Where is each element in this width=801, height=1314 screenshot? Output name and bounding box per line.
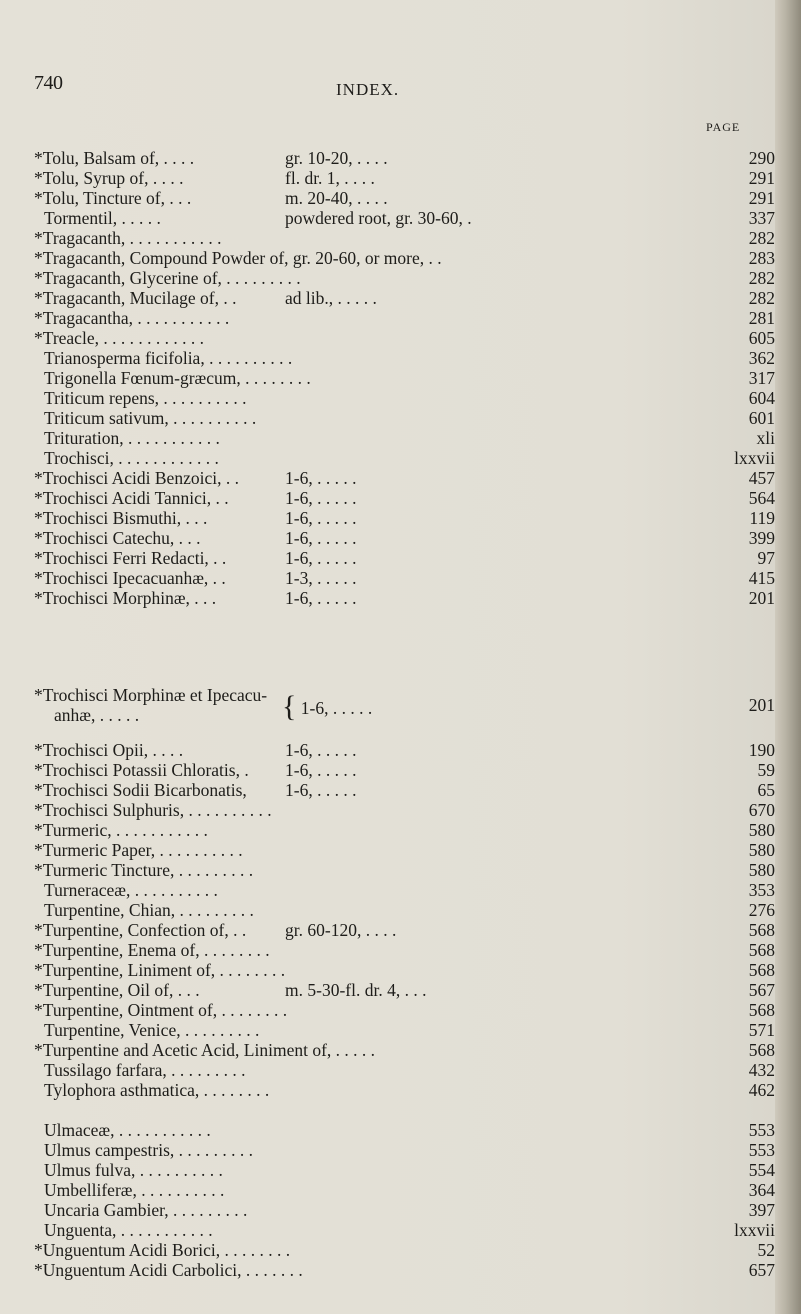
- index-entry-dose: fl. dr. 1, . . . .: [285, 168, 375, 188]
- index-entry-name: *Trochisci Sulphuris, . . . . . . . . . .: [34, 800, 272, 820]
- index-entry-name: Turpentine, Chian, . . . . . . . . .: [44, 900, 254, 920]
- index-entry-name: *Tolu, Syrup of, . . . .: [34, 168, 184, 188]
- index-entry-page: 567: [748, 980, 775, 1000]
- index-entry-page: 290: [748, 148, 775, 168]
- index-entry-name: *Unguentum Acidi Carbolici, . . . . . . .: [34, 1260, 303, 1280]
- index-entry-page: 282: [748, 268, 775, 288]
- index-entry-page: 97: [757, 548, 775, 568]
- index-entry: [0, 448, 775, 468]
- index-entry-name: *Tragacanth, . . . . . . . . . . .: [34, 228, 222, 248]
- index-entry-page: 605: [748, 328, 775, 348]
- index-entry-name: Triticum sativum, . . . . . . . . . .: [44, 408, 257, 428]
- index-entry-page: 291: [748, 168, 775, 188]
- index-entry-name: *Turmeric Paper, . . . . . . . . . .: [34, 840, 243, 860]
- index-entry-name: Umbelliferæ, . . . . . . . . . .: [44, 1180, 225, 1200]
- index-entry-dose: 1-6, . . . . .: [285, 548, 357, 568]
- index-entry-page: 670: [748, 800, 775, 820]
- index-entry-page: 353: [748, 880, 775, 900]
- index-entry: [0, 840, 775, 860]
- index-entry: [0, 820, 775, 840]
- index-entry: [0, 308, 775, 328]
- index-entry-name: Uncaria Gambier, . . . . . . . . .: [44, 1200, 248, 1220]
- index-entry-dose: 1-6, . . . . .: [285, 468, 357, 488]
- index-entry-page: 554: [748, 1160, 775, 1180]
- index-entry-page: 282: [748, 288, 775, 308]
- brace-icon: {: [282, 690, 297, 723]
- index-entry: [0, 288, 775, 308]
- index-entry-dose: m. 20-40, . . . .: [285, 188, 388, 208]
- index-entry-page: 564: [748, 488, 775, 508]
- index-entry-page: lxxvii: [734, 1220, 775, 1240]
- index-entry-page: 571: [748, 1020, 775, 1040]
- index-entry-name: *Turpentine and Acetic Acid, Liniment of, . . . . .: [34, 1040, 376, 1060]
- index-entry: [0, 548, 775, 568]
- brace-entry-dose: [282, 690, 373, 723]
- index-entry-page: 283: [748, 248, 775, 268]
- index-entry-page: 568: [748, 1040, 775, 1060]
- index-entry-name: Trianosperma ficifolia, . . . . . . . . . .: [44, 348, 293, 368]
- index-entry-name: *Trochisci Acidi Tannici, . .: [34, 488, 229, 508]
- index-entry-name: *Tragacanth, Mucilage of, . .: [34, 288, 237, 308]
- index-entry-page: 282: [748, 228, 775, 248]
- index-entry: [0, 428, 775, 448]
- index-entry: [0, 880, 775, 900]
- index-entry: [0, 800, 775, 820]
- index-entry-dose: powdered root, gr. 30-60, .: [285, 208, 472, 228]
- brace-entry-line2: anhæ, . . . . .: [54, 705, 140, 725]
- index-entry: [0, 780, 775, 800]
- index-entry: [0, 740, 775, 760]
- index-entry: [0, 980, 775, 1000]
- index-entry-page: 119: [749, 508, 775, 528]
- index-entry: [0, 1060, 775, 1080]
- index-entry-name: *Treacle, . . . . . . . . . . . .: [34, 328, 204, 348]
- index-entry-page: 65: [757, 780, 775, 800]
- page-number: 740: [34, 72, 63, 94]
- index-entry-name: *Turmeric Tincture, . . . . . . . . .: [34, 860, 254, 880]
- index-entry-dose: 1-6, . . . . .: [285, 588, 357, 608]
- index-entry-page: lxxvii: [734, 448, 775, 468]
- index-entry: [0, 1180, 775, 1200]
- index-entry-name: *Turpentine, Liniment of, . . . . . . . .: [34, 960, 286, 980]
- index-entry-dose: 1-3, . . . . .: [285, 568, 357, 588]
- index-entry-name: Tormentil, . . . . .: [44, 208, 161, 228]
- index-entry-page: xli: [756, 428, 775, 448]
- index-entry-page: 568: [748, 960, 775, 980]
- index-entry-page: 580: [748, 860, 775, 880]
- index-entry-page: 317: [748, 368, 775, 388]
- index-entry: [0, 388, 775, 408]
- index-entry-page: 568: [748, 1000, 775, 1020]
- book-spine-edge: [775, 0, 801, 1314]
- brace-entry-line1: *Trochisci Morphinæ et Ipecacu-: [34, 685, 268, 705]
- index-entry-name: *Tolu, Balsam of, . . . .: [34, 148, 195, 168]
- index-entry: [0, 1220, 775, 1240]
- index-entry-page: 457: [748, 468, 775, 488]
- index-entry-name: *Turpentine, Confection of, . .: [34, 920, 247, 940]
- index-entry-dose: 1-6, . . . . .: [285, 760, 357, 780]
- index-entry-name: *Tolu, Tincture of, . . .: [34, 188, 192, 208]
- index-entry-dose: 1-6, . . . . .: [285, 508, 357, 528]
- index-entry-page: 281: [748, 308, 775, 328]
- index-entry: [0, 488, 775, 508]
- index-entry-page: 580: [748, 840, 775, 860]
- index-entry-name: Ulmus campestris, . . . . . . . . .: [44, 1140, 254, 1160]
- index-entry-page: 397: [748, 1200, 775, 1220]
- index-entry: [0, 328, 775, 348]
- index-entry: [0, 368, 775, 388]
- index-entry-name: *Trochisci Catechu, . . .: [34, 528, 201, 548]
- index-entry: [0, 208, 775, 228]
- index-entry-page: 580: [748, 820, 775, 840]
- index-entry-page: 432: [748, 1060, 775, 1080]
- index-entry-page: 362: [748, 348, 775, 368]
- index-entry: [0, 168, 775, 188]
- index-entry-name: *Trochisci Morphinæ, . . .: [34, 588, 217, 608]
- index-entry: [0, 1240, 775, 1260]
- index-entry-page: 201: [748, 588, 775, 608]
- index-entry: [0, 920, 775, 940]
- index-entry-name: *Turpentine, Enema of, . . . . . . . .: [34, 940, 270, 960]
- index-entry-page: 553: [748, 1120, 775, 1140]
- index-entry: [0, 1120, 775, 1140]
- index-entry-name: Tussilago farfara, . . . . . . . . .: [44, 1060, 246, 1080]
- index-entry: [0, 1040, 775, 1060]
- index-entry-dose: m. 5-30-fl. dr. 4, . . .: [285, 980, 427, 1000]
- index-entry: [0, 960, 775, 980]
- index-entry: [0, 760, 775, 780]
- index-entry-page: 52: [757, 1240, 775, 1260]
- index-entry: [0, 588, 775, 608]
- index-entry-name: *Trochisci Bismuthi, . . .: [34, 508, 208, 528]
- index-entry: [0, 248, 775, 268]
- index-entry-name: Ulmus fulva, . . . . . . . . . .: [44, 1160, 223, 1180]
- index-entry-dose: ad lib., . . . . .: [285, 288, 377, 308]
- index-entry: [0, 1000, 775, 1020]
- index-entry-name: Turneraceæ, . . . . . . . . . .: [44, 880, 218, 900]
- index-entry-page: 291: [748, 188, 775, 208]
- index-entry-dose: gr. 10-20, . . . .: [285, 148, 388, 168]
- index-entry-dose: 1-6, . . . . .: [285, 780, 357, 800]
- index-entry-name: *Unguentum Acidi Borici, . . . . . . . .: [34, 1240, 291, 1260]
- index-entry: [0, 508, 775, 528]
- index-entry: [0, 1080, 775, 1100]
- brace-entry-page: 201: [748, 695, 775, 715]
- index-entry-name: Turpentine, Venice, . . . . . . . . .: [44, 1020, 260, 1040]
- index-entry-page: 462: [748, 1080, 775, 1100]
- index-entry: [0, 468, 775, 488]
- index-entry-name: Trochisci, . . . . . . . . . . . .: [44, 448, 219, 468]
- index-entry-name: *Trochisci Ferri Redacti, . .: [34, 548, 227, 568]
- index-entry: [0, 188, 775, 208]
- index-entry: [0, 1260, 775, 1280]
- index-entry-name: Ulmaceæ, . . . . . . . . . . .: [44, 1120, 211, 1140]
- index-entry-name: *Trochisci Sodii Bicarbonatis,: [34, 780, 247, 800]
- index-entry-dose: 1-6, . . . . .: [285, 740, 357, 760]
- index-entry: [0, 268, 775, 288]
- index-entry-dose: gr. 60-120, . . . .: [285, 920, 397, 940]
- index-entry-name: *Trochisci Opii, . . . .: [34, 740, 184, 760]
- index-entry: [0, 528, 775, 548]
- index-entry: [0, 408, 775, 428]
- index-entry-name: Unguenta, . . . . . . . . . . .: [44, 1220, 213, 1240]
- index-entry-page: 364: [748, 1180, 775, 1200]
- index-entry: [0, 1160, 775, 1180]
- index-entry-page: 601: [748, 408, 775, 428]
- page-title: INDEX.: [336, 80, 400, 99]
- index-entry-page: 657: [748, 1260, 775, 1280]
- brace-entry-dose-text: 1-6, . . . . .: [300, 698, 373, 718]
- index-entry: [0, 1200, 775, 1220]
- index-entry: [0, 860, 775, 880]
- index-entry: [0, 940, 775, 960]
- index-entry-name: Triticum repens, . . . . . . . . . .: [44, 388, 247, 408]
- index-entry: [0, 568, 775, 588]
- index-entry-page: 190: [748, 740, 775, 760]
- index-entry-name: *Tragacanth, Compound Powder of, gr. 20-60, or more, . .: [34, 248, 442, 268]
- index-entry-page: 415: [748, 568, 775, 588]
- index-entry-name: Trigonella Fœnum-græcum, . . . . . . . .: [44, 368, 311, 388]
- index-entry: [0, 228, 775, 248]
- index-entry-name: Trituration, . . . . . . . . . . .: [44, 428, 220, 448]
- index-entry-name: *Tragacanth, Glycerine of, . . . . . . . . .: [34, 268, 301, 288]
- index-entry-dose: 1-6, . . . . .: [285, 528, 357, 548]
- index-entry-page: 553: [748, 1140, 775, 1160]
- index-entry-name: *Trochisci Acidi Benzoici, . .: [34, 468, 239, 488]
- index-entry-page: 399: [748, 528, 775, 548]
- index-entry-name: Tylophora asthmatica, . . . . . . . .: [44, 1080, 270, 1100]
- index-entry-page: 568: [748, 920, 775, 940]
- index-entry-page: 59: [757, 760, 775, 780]
- index-entry-name: *Tragacantha, . . . . . . . . . . .: [34, 308, 230, 328]
- index-entry: [0, 348, 775, 368]
- index-entry-dose: 1-6, . . . . .: [285, 488, 357, 508]
- index-entry-name: *Turpentine, Oil of, . . .: [34, 980, 200, 1000]
- index-entry-page: 337: [748, 208, 775, 228]
- index-entry-name: *Turmeric, . . . . . . . . . . .: [34, 820, 208, 840]
- index-entry-name: *Trochisci Ipecacuanhæ, . .: [34, 568, 226, 588]
- index-entry-name: *Trochisci Potassii Chloratis, .: [34, 760, 249, 780]
- index-entry-page: 604: [748, 388, 775, 408]
- index-entry: [0, 1020, 775, 1040]
- index-entry: [0, 900, 775, 920]
- page-column-heading: PAGE: [706, 120, 741, 134]
- index-entry: [0, 1140, 775, 1160]
- index-entry-page: 276: [748, 900, 775, 920]
- index-entry-page: 568: [748, 940, 775, 960]
- index-entry-name: *Turpentine, Ointment of, . . . . . . . .: [34, 1000, 288, 1020]
- index-entry: [0, 148, 775, 168]
